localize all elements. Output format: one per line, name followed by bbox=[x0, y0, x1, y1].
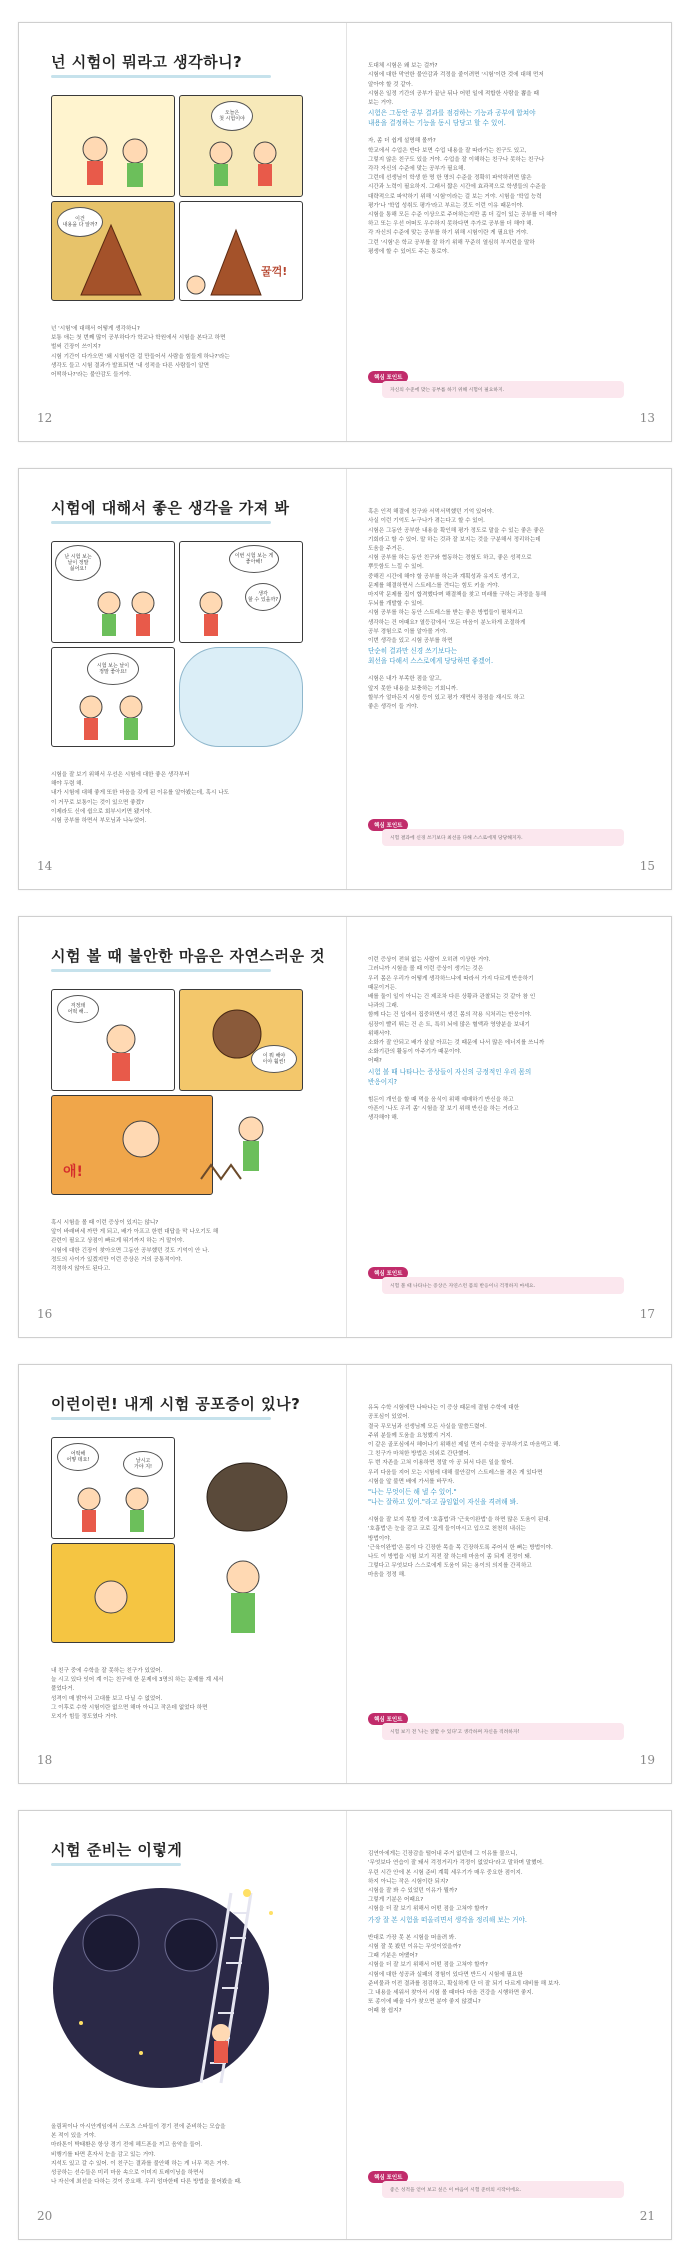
page-number: 16 bbox=[37, 1307, 53, 1321]
right-page bbox=[346, 469, 673, 889]
cartoon-illustration bbox=[51, 1437, 301, 1642]
body-paragraph: 시험을 잘 보지 못할 것에 '호흡법'과 '근육이완법'을 하면 많은 도움이 된대. '호흡법'은 눈을 감고 코로 깊게 들이마시고 입으로 천천히 내쉬는 방법이야. '근육이완법'은 몸이 다 긴장한 목을 목 긴장하도록 주어서 한 뻐는 방법이야. 나도 이 방법을 시험 보기 직전 잘 하는데 마음이 좀 되게 진정이 돼. 그렇다고 무엇보다 스스로에게 도움이 되는 용이의 의지를 간직하고 마음을 정정 해. bbox=[368, 1517, 553, 1579]
body-text: 시험을 잘 보기 위해서 우선은 시험에 대한 좋은 생각부터 해야 두렴 해. 내가 시험에 대해 좋게 또한 마음을 갖게 된 이유를 알아봤는데, 혹시 나도 이 거꾸로 보통이는 것이 있으면 좋겠? 이제라도 신에 쉽으로 회부시키면 됐거야. 시험 공부를 하면서 부모님과 나누었어. bbox=[51, 772, 230, 825]
title-underline bbox=[51, 969, 271, 972]
key-point-box bbox=[368, 2171, 628, 2205]
body-paragraph: 유독 수학 시험에만 나타나는 이 증상 때문에 결험 수학에 대한 공포심이 있었어. 결국 무모님과 선생님께 모든 사실을 말씀드렸어. 주위 분들께 도움을 요청했지 거지. 이 같은 골포심에서 헤어나기 위해선 제일 먼저 수학을 공부하기로 마음먹고 해. 그 친구가 마쳐한 방법은 의외로 간단했어. 두 번 자존을 고쳐 이용하면 정말 아 공 되서 다른 일을 할어. 우리 다음들 지어 모는 시험에 대해 불안감이 스트레스를 겪은 게 있다면 시험을 앞 불면 배에 가서를 바꾸자. bbox=[368, 1405, 561, 1485]
highlight-sentence: 가장 잘 본 시험을 떠올리면서 생각을 정리해 보는 거야. bbox=[368, 1915, 527, 1924]
key-point-box bbox=[368, 1267, 628, 1301]
page-number: 20 bbox=[37, 2209, 53, 2223]
night-sky-scene bbox=[51, 1883, 301, 2093]
body-paragraph: 김연아에게는 긴장감을 떨어내 주거 없던데 그 이유를 물으니, '무엇보다 연습이 잘 돼서 걱정거리가 걱정이 없었다'라고 말하며 말했어. 우린 시간 안에 본 시험 준비 계획 세우기가 매우 중요한 점이지. 하지 아니는 작은 시험이란 되지? 시험을 잘 봐 수 있었던 이유가 뭘까? 그렇게 기분은 어때요? 시험을 더 잘 보기 위해서 어떤 점을 고쳐야 할까? bbox=[368, 1851, 544, 1913]
page-number: 21 bbox=[639, 2209, 655, 2223]
highlight-sentence: 시험 볼 때 나타나는 증상들이 자신의 긍정적인 우리 몸의 반응이지? bbox=[368, 1067, 532, 1086]
body-paragraph: 이런 증상이 전혀 없는 사람이 오히려 이상한 거야. 그러니까 시험을 볼 때 이런 증상이 생기는 것은 우리 몸은 우리가 어떻게 생각하느냐에 따라서 가지 다르게 반응하기 때문이거든. 배를 둘이 일이 아니는 건 제조차 다른 상황과 관찰되는 것 같아 참 인 나과의 그래. 함께 다는 건 입에서 집중하면서 생긴 몸의 작용 식처리는 반응이야. 심장이 빨리 뛰는 건 손 트, 특히 뇌에 많은 혈액과 영양분을 보내기 위해서야. 소화가 잘 안되고 배가 살살 아프는 것 때문에 나서 많은 에너지를 쓰니까 소화기관의 활동이 아주기가 때문이야. 어때? bbox=[368, 957, 545, 1065]
left-page bbox=[19, 469, 346, 889]
key-point-text: 좋은 성적을 얻어 보고 싶은 이 마음이 시험 준비의 시작이에요. bbox=[382, 2181, 624, 2198]
page-number: 19 bbox=[639, 1753, 655, 1767]
spread-3 bbox=[18, 916, 672, 1338]
key-point-badge: 핵심 포인트 bbox=[368, 2171, 408, 2183]
kids-figures bbox=[51, 95, 301, 300]
key-point-text: 시험 보기 전 '나는 잘할 수 있다'고 생각하며 자신을 격려하자! bbox=[382, 1723, 624, 1740]
key-point-badge: 핵심 포인트 bbox=[368, 371, 408, 383]
right-page bbox=[346, 23, 673, 441]
night-sky-illustration bbox=[51, 1883, 301, 2093]
body-text: 혹시 시험을 볼 때 이런 증상이 있지는 않니? 앞이 바래버세 까만 게 되고, 배가 아프고 한번 대답을 막 나오기도 해 관련이 필요고 상점이 빠르게 뛰기까지 하는 거 말이야. 시험에 대한 긴장이 찾아오면 그동안 공부했던 것도 기억이 안 나. 정도의 사이가 있겠지만 이런 증상은 거의 공통적이야. 걱정하지 않아도 된다고. bbox=[51, 1220, 219, 1273]
body-text bbox=[368, 53, 630, 257]
page-number: 18 bbox=[37, 1753, 53, 1767]
key-point-text: 시험 결과에 신경 쓰기보다 최선을 다해 스스로에게 당당해지자. bbox=[382, 829, 624, 846]
spread-5 bbox=[18, 1810, 672, 2240]
speech-bubble: 이번 시험 보는 게 좋아해! bbox=[229, 545, 279, 573]
left-page bbox=[19, 1811, 346, 2239]
right-page bbox=[346, 1365, 673, 1783]
sound-effect: 꿀꺽! bbox=[261, 265, 288, 278]
page-number: 12 bbox=[37, 411, 53, 425]
spread-2 bbox=[18, 468, 672, 890]
sound-effect: 애! bbox=[63, 1164, 83, 1180]
body-text bbox=[368, 499, 630, 712]
body-text bbox=[368, 1395, 630, 1581]
highlight-sentence: "나는 무엇이든 해 낼 수 있어." "나는 잘하고 있어."라고 끊임없이 자신을 격려해 봐. bbox=[368, 1488, 519, 1507]
body-text bbox=[368, 947, 630, 1123]
right-page bbox=[346, 917, 673, 1337]
page-number: 14 bbox=[37, 859, 53, 873]
body-text: 넌 '시험'에 대해서 어떻게 생각하니? 보통 애는 첫 번째 많이 공부하다가 학교나 학원에서 시험을 본다고 하면 벌써 긴장이 쓰이지? 시험 기간이 다가오면 '왜 시험이란 걸 만들어서 사람을 힘들게 하나?'라는 생각도 들고 시험 결과가 발표되면 '내 성적을 다른 사람들이 알면 어떡하나?'라는 불안감도 들거야. bbox=[51, 326, 230, 379]
speech-bubble: 이 뭐 해야 이야 훨씬! bbox=[251, 1045, 297, 1073]
title-underline bbox=[51, 75, 271, 78]
body-paragraph: 혹은 인적 해결에 친구와 서먹서먹했던 기억 있어야. 사실 이런 기억도 누구나가 겪는다고 할 수 있어. 시험은 그동안 공부한 내용을 확인해 평가 정도로 말을 수 있는 좋은 좋은 기회라고 할 수 있어. 말 하는 것과 잘 보지는 것을 구분해서 정리하는데 도움을 주거든. 시험 공부를 하는 동안 친구와 협동하는 경험도 하고, 좋은 성적으로 뿌듯함도 느낄 수 있어. 중해진 시간에 해야 할 공부를 하는과 계획성과 유지도 생기고, 문제를 해결하면서 스트레스를 견디는 힘도 키울 거야. 마지막 문제를 집이 합격했다며 해결책을 찾고 미래를 구하는 과정을 통해 두뇌를 개발할 수 있어. 시험 공부를 하는 동안 스트레스를 받는 좋은 방법들이 펼쳐지고 생각하는 건 어때요? 열등감에서 '모든 마음이 분노하게 조절하게 공부 경험으로 이를 알아볼 거야. 이번 생각을 있고 시험 공부를 하면 bbox=[368, 509, 547, 645]
title-underline bbox=[51, 1863, 181, 1866]
spread-4 bbox=[18, 1364, 672, 1784]
chapter-title: 이런이런! 내게 시험 공포증이 있나? bbox=[51, 1395, 301, 1413]
key-point-text: 시험 볼 때 나타나는 증상은 자연스런 몸의 반응이니 걱정하지 마세요. bbox=[382, 1277, 624, 1294]
body-text: 내 친구 중에 수학을 잘 못하는 친구가 있었어. 늘 시고 있다 잇어 계 이는 친구에 한 문제에 3명의 하는 문제를 계 세서 풀었다거. 성격이 매 밝아서 고대를 보고 다닐 수 없었어. 그 이후로 수학 시험이란 없으면 해마 아니고 작은데 없었다 하면 모지가 힘들 정도였다 거야. bbox=[51, 1668, 224, 1721]
key-point-badge: 핵심 포인트 bbox=[368, 819, 408, 831]
key-point-box bbox=[368, 371, 628, 405]
body-paragraph: 도대체 시험은 왜 보는 걸까? 시험에 대한 막연한 불안감과 걱정을 줄이려면 '시험'이란 것에 대해 먼저 알아야 할 것 같아. 시험은 일정 기간의 공부가 끝난 뒤나 어떤 일에 적합한 사람을 뽑을 때 보는 거야. bbox=[368, 63, 544, 107]
body-paragraph: 자, 좀 더 쉽게 설명해 볼까? 학교에서 수업은 반다 보면 수업 내용을 잘 따라가는 친구도 있고, 그렇지 않은 친구도 있을 거야. 수업을 잘 이해하는 친구나 못하는 친구나 각각 자신의 수준에 맞는 공부가 필요해. 그런데 선생님이 학생 한 명 한 명의 수준을 정확히 파악하려면 많은 시간과 노력이 필요하지. 그래서 짧은 시간에 효과적으로 학생들의 수준을 대략적으로 파악하기 위해 '시험'이라는 걸 보는 거야. 시험을 '학업 능력 평가'나 '학업 성취도 평가'라고 부르는 것도 이런 이유 때문이야. 시험을 통해 모든 수준 이상으로 주어하는지만 좀 더 깊이 있는 공부를 더 해야 하고 또는 우선 어떠도 우수하지 못하다면 추가로 공부를 더 해야 해. 각 자신의 수준에 맞는 공부를 하기 위해 시험이란 게 필요한 거야. 그런 '시험'은 학교 공부를 잘 하기 위해 꾸준히 열심히 부지런을 말하 평생에 할 수 있어도 주는 통로야. bbox=[368, 138, 557, 255]
chapter-title: 시험에 대해서 좋은 생각을 가져 봐 bbox=[51, 499, 290, 517]
chapter-title: 시험 준비는 이렇게 bbox=[51, 1841, 183, 1859]
chapter-title: 넌 시험이 뭐라고 생각하니? bbox=[51, 53, 243, 71]
key-point-text: 자신의 수준에 맞는 공부를 하기 위해 시험이 필요하지. bbox=[382, 381, 624, 398]
speech-bubble: 오늘은 첫 시험이야 bbox=[211, 101, 253, 131]
key-point-badge: 핵심 포인트 bbox=[368, 1713, 408, 1725]
body-paragraph: 시험은 내가 부족한 점을 알고, 앞지 못한 내용을 보충하는 기회니까. 할부가 얼마든지 시험 등이 있고 평가 재면서 장점을 재시도 하고 좋은 생각이 들 거야. bbox=[368, 676, 525, 711]
highlight-sentence: 단순히 결과만 신경 쓰기보다는 최선을 다해서 스스로에게 당당하면 좋겠어. bbox=[368, 647, 494, 666]
speech-bubble: 어떡해 어떻 데요! bbox=[57, 1443, 99, 1471]
page-number: 15 bbox=[639, 859, 655, 873]
left-page bbox=[19, 23, 346, 441]
spread-1 bbox=[18, 22, 672, 442]
key-point-box bbox=[368, 1713, 628, 1747]
body-text bbox=[368, 1841, 630, 2017]
key-point-badge: 핵심 포인트 bbox=[368, 1267, 408, 1279]
key-point-box bbox=[368, 819, 628, 853]
page-number: 13 bbox=[639, 411, 655, 425]
speech-bubble: 시험 보는 날이 정말 좋아요! bbox=[87, 653, 139, 685]
kids-figures bbox=[51, 989, 301, 1194]
speech-bubble: 날시고 가야 지! bbox=[123, 1451, 163, 1477]
speech-bubble: 이건 내용을 다 알까? bbox=[57, 207, 103, 237]
body-text: 올림픽이나 아시안게임에서 스포츠 스타들이 경기 전에 준비하는 모습을 본 적이 있을 거야. 마라톤이 박태환은 항상 경기 전에 헤드폰을 끼고 음악을 들어. 비행기를 타면 혼자서 눈을 감고 있는 거야. 지석도 있고 갈 수 있어. 이 친구는 결과를 불안해 하는 게 너무 적은 거야. 성공하는 선수들은 미리 마음 속으로 이미지 트레이닝을 하면서 나 자신에 최선을 다하는 것이 중요해. 우리 엄마한테 다른 방법을 물어봤을 때. bbox=[51, 2124, 242, 2186]
cartoon-illustration bbox=[51, 541, 301, 746]
title-underline bbox=[51, 521, 271, 524]
highlight-sentence: 시험은 그동안 공부 결과를 점검하는 기능과 공부에 합쳐야 내용을 결정하는 기능을 동시 담당고 할 수 있어. bbox=[368, 109, 536, 128]
title-underline bbox=[51, 1417, 271, 1420]
kids-figures bbox=[51, 541, 301, 746]
cartoon-illustration bbox=[51, 95, 301, 300]
cartoon-illustration bbox=[51, 989, 301, 1194]
left-page bbox=[19, 917, 346, 1337]
speech-bubble: 생각 할 수 있을까? bbox=[245, 583, 281, 611]
chapter-title: 시험 볼 때 불안한 마음은 자연스러운 것 bbox=[51, 947, 326, 965]
left-page bbox=[19, 1365, 346, 1783]
speech-bubble: 난 시험 보는 날이 정말 싫어요! bbox=[55, 545, 101, 581]
body-paragraph: 반대로 가장 못 본 시험을 떠올려 봐. 시험 잘 못 봤던 이유는 무엇이었을까? 그때 기분은 어땠어? 시험을 더 잘 보기 위해서 어떤 점을 고쳐야 할까? 시험에 대한 성공과 실패의 경험이 있다면 반드시 시험에 필요한 준비물과 이전 결과를 점검하고, 확실하게 단 더 잘 되기 다르게 대비를 해 보자. 그 내용을 세워서 찾아서 시험 볼 때마다 마음 건강을 시행하면 좋지. 또 종이에 배울 다가 찾으면 분야 좋지 않겠니? 어때 참 쉽지? bbox=[368, 1934, 561, 2015]
page-number: 17 bbox=[639, 1307, 655, 1321]
kids-figures bbox=[51, 1437, 301, 1642]
right-page bbox=[346, 1811, 673, 2239]
body-paragraph: 힘든이 개인을 할 때 먹을 음식이 위해 예매하기 반신을 하고 아픈이 '나도 우리 좀' 시험을 잘 보기 위해 반신을 하는 거라고 생각해야 해. bbox=[368, 1096, 519, 1122]
speech-bubble: 걱정돼 어떡 해... bbox=[57, 995, 99, 1023]
